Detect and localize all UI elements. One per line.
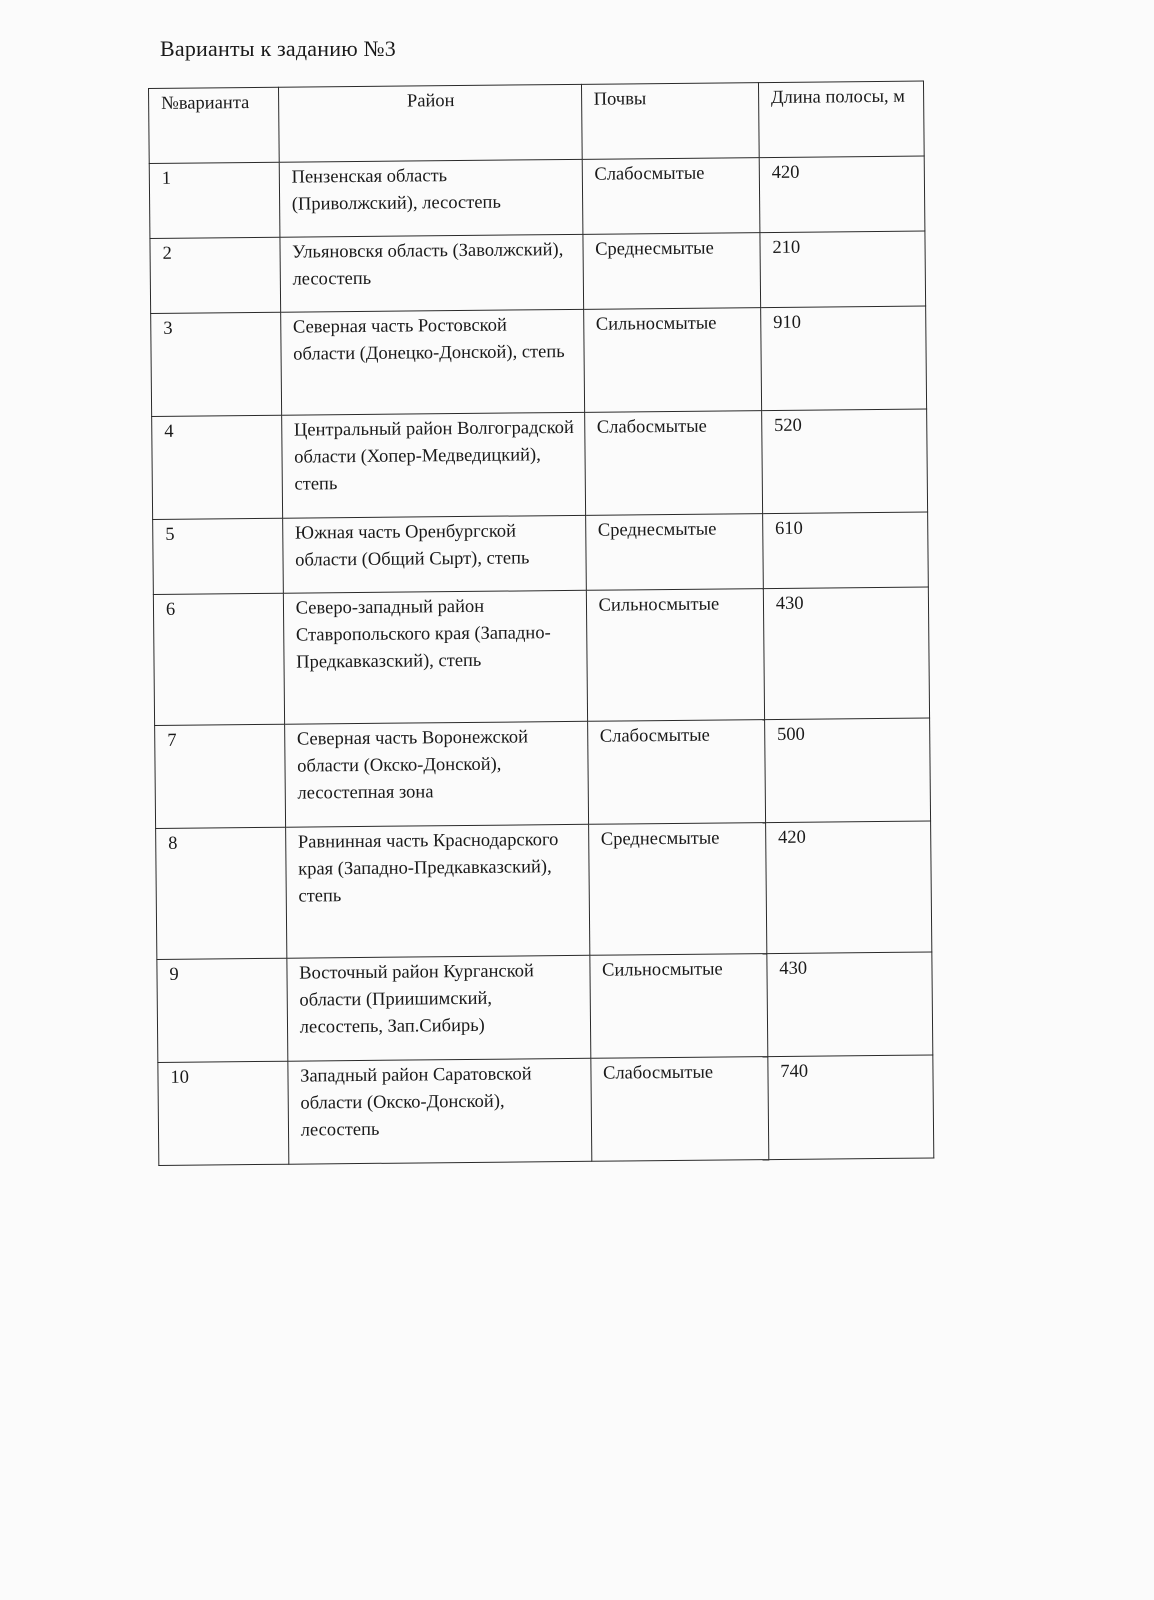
cell-soil: Слабосмытые	[584, 411, 762, 516]
cell-variant-number: 10	[158, 1061, 289, 1165]
header-row	[149, 81, 925, 163]
table-row	[152, 409, 928, 519]
cell-region: Восточный район Курганской области (Приишимский, лесостепь, Зап.Сибирь)	[287, 955, 591, 1061]
cell-strip-length: 520	[761, 409, 927, 514]
cell-strip-length: 910	[760, 306, 926, 411]
cell-strip-length: 420	[765, 821, 931, 954]
cell-region: Северная часть Ростовской области (Донецко-Донской), степь	[280, 309, 584, 415]
page-title: Варианты к заданию №3	[160, 36, 396, 61]
table-body	[149, 156, 934, 1165]
cell-soil: Среднесмытые	[585, 514, 763, 591]
cell-soil: Среднесмытые	[588, 823, 767, 956]
table-row	[149, 156, 925, 238]
cell-soil: Сильносмытые	[583, 308, 761, 413]
cell-variant-number: 8	[156, 827, 287, 959]
header-variant-number: №варианта	[149, 87, 279, 163]
table-header	[149, 81, 925, 163]
cell-strip-length: 210	[760, 231, 926, 308]
cell-variant-number: 1	[149, 162, 279, 238]
cell-strip-length: 500	[764, 718, 930, 823]
table-row	[153, 587, 929, 725]
table-row	[150, 231, 926, 313]
cell-strip-length: 610	[762, 512, 928, 589]
cell-soil: Слабосмытые	[590, 1057, 768, 1162]
cell-variant-number: 2	[150, 237, 280, 313]
cell-region: Ульяновскя область (Заволжский), лесостепь	[280, 234, 584, 312]
header-soil: Почвы	[581, 83, 759, 160]
header-strip-length: Длина полосы, м	[758, 81, 924, 158]
table-row	[155, 718, 931, 828]
cell-region: Центральный район Волгоградской области (Хопер-Медведицкий), степь	[281, 412, 585, 518]
cell-strip-length: 740	[768, 1055, 934, 1160]
table-row	[151, 306, 927, 416]
cell-region: Северная часть Воронежской области (Окско-Донской), лесостепная зона	[284, 721, 588, 827]
table-row	[157, 952, 933, 1062]
cell-region: Пензенская область (Приволжский), лесостепь	[279, 159, 583, 237]
cell-region: Южная часть Оренбургской области (Общий Сырт), степь	[282, 515, 586, 593]
cell-region: Западный район Саратовской области (Окско-Донской), лесостепь	[288, 1058, 592, 1164]
cell-soil: Среднесмытые	[583, 233, 761, 310]
cell-variant-number: 3	[151, 312, 282, 416]
cell-region: Северо-западный район Ставропольского края (Западно-Предкавказский), степь	[283, 590, 587, 724]
cell-soil: Слабосмытые	[587, 720, 765, 825]
cell-variant-number: 6	[153, 593, 284, 725]
cell-soil: Сильносмытые	[586, 589, 765, 722]
table-row	[158, 1055, 934, 1165]
cell-strip-length: 420	[759, 156, 925, 233]
table-row	[153, 512, 929, 594]
header-region: Район	[278, 84, 582, 162]
cell-variant-number: 5	[153, 518, 283, 594]
cell-strip-length: 430	[763, 587, 929, 720]
cell-variant-number: 7	[155, 724, 286, 828]
cell-variant-number: 9	[157, 958, 288, 1062]
cell-strip-length: 430	[767, 952, 933, 1057]
cell-region: Равнинная часть Краснодарского края (Западно-Предкавказский), степь	[285, 824, 589, 958]
cell-soil: Слабосмытые	[582, 158, 760, 235]
cell-variant-number: 4	[152, 415, 283, 519]
table-row	[156, 821, 932, 959]
variants-table	[148, 81, 934, 1166]
cell-soil: Сильносмытые	[589, 954, 767, 1059]
